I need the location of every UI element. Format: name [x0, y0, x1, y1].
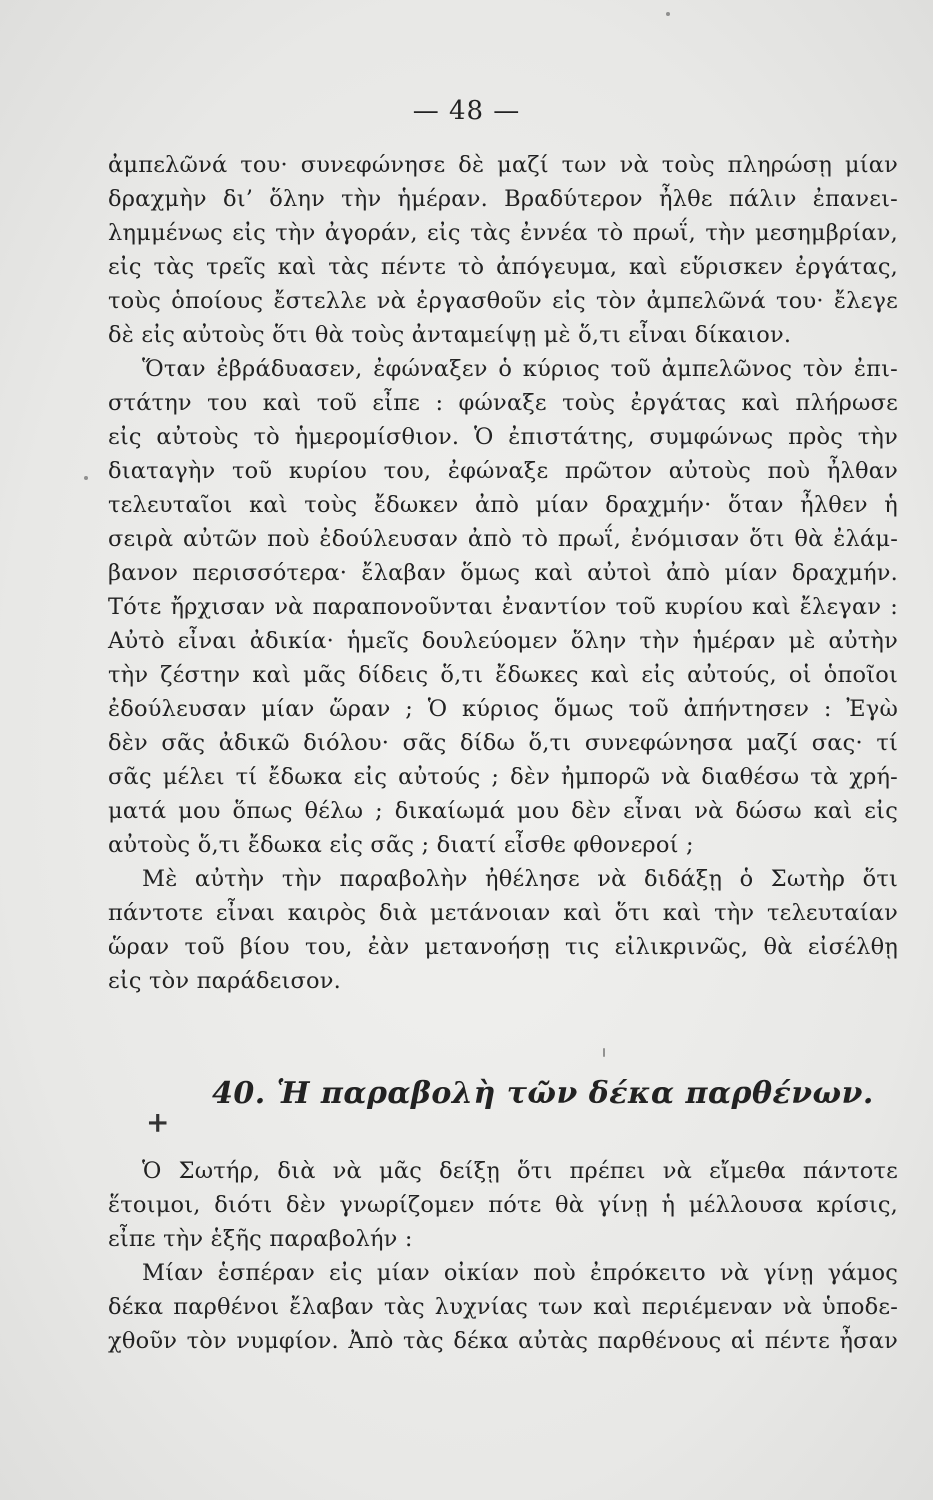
text-line: ματά μου ὅπως θέλω ; δικαίωμά μου δὲν εἶναι νὰ δώσω καὶ εἰς: [108, 798, 898, 824]
paper-speck: [666, 12, 670, 16]
text-line: εἰς τὰς τρεῖς καὶ τὰς πέντε τὸ ἀπόγευμα, καὶ εὕρισκεν ἐργάτας,: [108, 254, 898, 280]
text-line: δὲ εἰς αὐτοὺς ὅτι θὰ τοὺς ἀνταμείψῃ μὲ ὅ,τι εἶναι δίκαιον.: [108, 322, 792, 348]
text-line: τὴν ζέστην καὶ μᾶς δίδεις ὅ,τι ἔδωκες καὶ εἰς αὐτούς, οἱ ὁποῖοι: [108, 662, 898, 688]
text-line: Ὅταν ἐβράδυασεν, ἐφώναξεν ὁ κύριος τοῦ ἀμπελῶνος τὸν ἐπι-: [142, 356, 898, 382]
text-line: αὐτοὺς ὅ,τι ἔδωκα εἰς σᾶς ; διατί εἶσθε φθονεροί ;: [108, 832, 694, 858]
paper-speck: [84, 476, 88, 480]
text-line: χθοῦν τὸν νυμφίον. Ἀπὸ τὰς δέκα αὐτὰς παρθένους αἱ πέντε ἦσαν: [108, 1328, 898, 1354]
text-line: Ὁ Σωτήρ, διὰ νὰ μᾶς δείξῃ ὅτι πρέπει νὰ εἴμεθα πάντοτε: [142, 1158, 898, 1184]
text-line: Τότε ἤρχισαν νὰ παραπονοῦνται ἐναντίον τοῦ κυρίου καὶ ἔλεγαν :: [108, 594, 898, 620]
text-line: στάτην του καὶ τοῦ εἶπε : φώναξε τοὺς ἐργάτας καὶ πλήρωσε: [108, 390, 898, 416]
page-number: — 48 —: [412, 96, 521, 126]
text-line: δραχμὴν δι’ ὅλην τὴν ἡμέραν. Βραδύτερον ἦλθε πάλιν ἐπανει-: [108, 186, 898, 212]
text-line: πάντοτε εἶναι καιρὸς διὰ μετάνοιαν καὶ ὅτι καὶ τὴν τελευταίαν: [108, 900, 898, 926]
text-line: Μὲ αὐτὴν τὴν παραβολὴν ἠθέλησε νὰ διδάξῃ ὁ Σωτὴρ ὅτι: [142, 866, 898, 892]
text-line: βανον περισσότερα· ἔλαβαν ὅμως καὶ αὐτοὶ ἀπὸ μίαν δραχμήν.: [108, 560, 898, 586]
text-line: σειρὰ αὐτῶν ποὺ ἐδούλευσαν ἀπὸ τὸ πρωΐ, ἐνόμισαν ὅτι θὰ ἐλάμ-: [108, 526, 898, 552]
text-line: διαταγὴν τοῦ κυρίου του, ἐφώναξε πρῶτον αὐτοὺς ποὺ ἦλθαν: [108, 458, 898, 484]
text-line: δέκα παρθένοι ἔλαβαν τὰς λυχνίας των καὶ περιέμεναν νὰ ὑποδε-: [108, 1294, 898, 1320]
text-line: ἕτοιμοι, διότι δὲν γνωρίζομεν πότε θὰ γίνῃ ἡ μέλλουσα κρίσις,: [108, 1192, 898, 1218]
handwritten-cross-mark: +: [146, 1106, 170, 1139]
text-line: εἰς αὐτοὺς τὸ ἡμερομίσθιον. Ὁ ἐπιστάτης, συμφώνως πρὸς τὴν: [108, 424, 898, 450]
section-text-block: [108, 1154, 898, 1358]
text-line: εἰς τὸν παράδεισον.: [108, 968, 342, 994]
text-line: ὥραν τοῦ βίου του, ἐὰν μετανοήσῃ τις εἰλικρινῶς, θὰ εἰσέλθῃ: [108, 934, 898, 960]
text-line: ἀμπελῶνά του· συνεφώνησε δὲ μαζί των νὰ τοὺς πληρώσῃ μίαν: [108, 152, 898, 178]
text-line: τοὺς ὁποίους ἔστελλε νὰ ἐργασθοῦν εἰς τὸν ἀμπελῶνά του· ἔλεγε: [108, 288, 898, 314]
text-line: εἶπε τὴν ἑξῆς παραβολήν :: [108, 1226, 413, 1252]
text-line: Αὐτὸ εἶναι ἀδικία· ἡμεῖς δουλεύομεν ὅλην τὴν ἡμέραν μὲ αὐτὴν: [108, 628, 898, 654]
text-line: δὲν σᾶς ἀδικῶ διόλου· σᾶς δίδω ὅ,τι συνεφώνησα μαζί σας· τί: [108, 730, 898, 756]
paper-speck: [603, 1048, 605, 1057]
text-line: ἐδούλευσαν μίαν ὥραν ; Ὁ κύριος ὅμως τοῦ ἀπήντησεν : Ἐγὼ: [108, 696, 898, 722]
text-line: λημμένως εἰς τὴν ἀγοράν, εἰς τὰς ἐννέα τὸ πρωΐ, τὴν μεσημβρίαν,: [108, 220, 898, 246]
text-line: σᾶς μέλει τί ἔδωκα εἰς αὐτούς ; δὲν ἠμπορῶ νὰ διαθέσω τὰ χρή-: [108, 764, 898, 790]
main-text-block: [108, 148, 898, 998]
text-line: τελευταῖοι καὶ τοὺς ἔδωκεν ἀπὸ μίαν δραχμήν· ὅταν ἦλθεν ἡ: [108, 492, 898, 518]
section-heading: 40. Ἡ παραβολὴ τῶν δέκα παρθένων.: [212, 1076, 874, 1111]
text-line: Μίαν ἑσπέραν εἰς μίαν οἰκίαν ποὺ ἐπρόκειτο νὰ γίνῃ γάμος: [142, 1260, 898, 1286]
